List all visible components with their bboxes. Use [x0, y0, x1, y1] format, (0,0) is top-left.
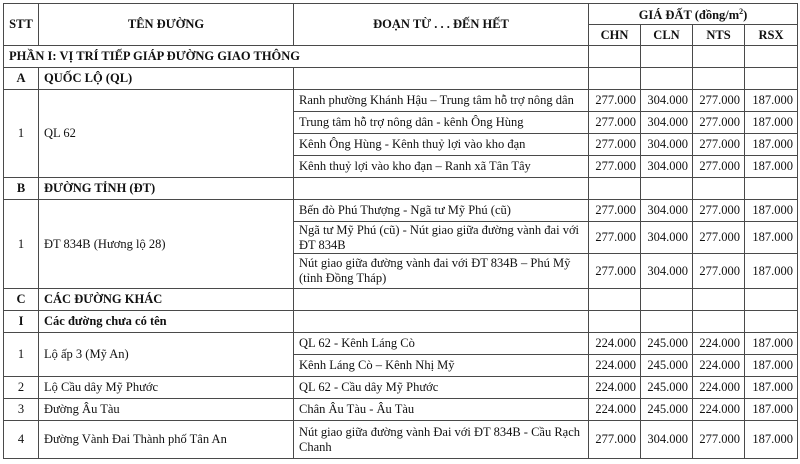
- header-stt: STT: [4, 4, 39, 46]
- empty-cell: [294, 311, 589, 333]
- segment: QL 62 - Kênh Láng Cò: [294, 333, 589, 355]
- price-nts: 277.000: [693, 134, 745, 156]
- header-gia-dat-label: GIÁ ĐẤT (đồng/m: [638, 8, 740, 23]
- road-name: Lộ ấp 3 (Mỹ An): [39, 333, 294, 377]
- empty-cell: [693, 289, 745, 311]
- table-row: [4, 377, 798, 399]
- road-stt: 2: [4, 377, 39, 399]
- header-rsx: RSX: [745, 25, 798, 46]
- section-row: [4, 178, 798, 200]
- segment: Kênh Láng Cò – Kênh Nhị Mỹ: [294, 355, 589, 377]
- road-stt: 1: [4, 90, 39, 178]
- road-stt: 1: [4, 333, 39, 377]
- road-name: QL 62: [39, 90, 294, 178]
- road-name: Đường Vành Đai Thành phố Tân An: [39, 421, 294, 459]
- empty-cell: [641, 68, 693, 90]
- price-cln: 245.000: [641, 333, 693, 355]
- price-rsx: 187.000: [745, 399, 798, 421]
- road-stt: 3: [4, 399, 39, 421]
- price-rsx: 187.000: [745, 254, 798, 289]
- section-row: [4, 289, 798, 311]
- price-rsx: 187.000: [745, 377, 798, 399]
- empty-cell: [589, 68, 641, 90]
- price-cln: 304.000: [641, 254, 693, 289]
- road-stt: 4: [4, 421, 39, 459]
- price-chn: 277.000: [589, 222, 641, 254]
- section-stt: A: [4, 68, 39, 90]
- price-chn: 277.000: [589, 112, 641, 134]
- segment: Kênh Ông Hùng - Kênh thuỷ lợi vào kho đạn: [294, 134, 589, 156]
- subsection-row: [4, 311, 798, 333]
- part-row: [4, 46, 798, 68]
- price-cln: 304.000: [641, 156, 693, 178]
- empty-cell: [693, 178, 745, 200]
- price-nts: 277.000: [693, 90, 745, 112]
- section-title: QUỐC LỘ (QL): [39, 68, 294, 90]
- header-gia-dat: [589, 4, 798, 25]
- price-nts: 224.000: [693, 377, 745, 399]
- price-rsx: 187.000: [745, 90, 798, 112]
- header-chn: CHN: [589, 25, 641, 46]
- price-cln: 304.000: [641, 134, 693, 156]
- land-price-table: [3, 3, 798, 459]
- subsection-stt: I: [4, 311, 39, 333]
- subsection-title: Các đường chưa có tên: [39, 311, 294, 333]
- price-nts: 224.000: [693, 355, 745, 377]
- segment: Ranh phường Khánh Hậu – Trung tâm hỗ trợ nông dân: [294, 90, 589, 112]
- empty-cell: [693, 46, 745, 68]
- table-row: [4, 333, 798, 355]
- price-cln: 304.000: [641, 90, 693, 112]
- header-gia-dat-close: ): [743, 8, 748, 23]
- road-name: Đường Âu Tàu: [39, 399, 294, 421]
- segment: Trung tâm hỗ trợ nông dân - kênh Ông Hùng: [294, 112, 589, 134]
- table-row: [4, 399, 798, 421]
- segment: QL 62 - Cầu dây Mỹ Phước: [294, 377, 589, 399]
- price-nts: 277.000: [693, 222, 745, 254]
- road-name: Lộ Cầu dây Mỹ Phước: [39, 377, 294, 399]
- price-rsx: 187.000: [745, 200, 798, 222]
- price-chn: 277.000: [589, 134, 641, 156]
- segment: Nút giao giữa đường vành Đai với ĐT 834B - Cầu Rạch Chanh: [294, 421, 589, 459]
- segment: Nút giao giữa đường vành đai với ĐT 834B – Phú Mỹ (tỉnh Đồng Tháp): [294, 254, 589, 289]
- header-gia-dat-sup: 2: [739, 7, 744, 17]
- road-stt: 1: [4, 200, 39, 289]
- price-cln: 245.000: [641, 399, 693, 421]
- empty-cell: [693, 311, 745, 333]
- section-title: CÁC ĐƯỜNG KHÁC: [39, 289, 294, 311]
- section-title: ĐƯỜNG TỈNH (ĐT): [39, 178, 294, 200]
- empty-cell: [641, 311, 693, 333]
- price-chn: 224.000: [589, 333, 641, 355]
- segment: Chân Âu Tàu - Âu Tàu: [294, 399, 589, 421]
- empty-cell: [589, 46, 641, 68]
- price-chn: 224.000: [589, 399, 641, 421]
- price-chn: 277.000: [589, 421, 641, 459]
- empty-cell: [745, 68, 798, 90]
- price-cln: 245.000: [641, 377, 693, 399]
- price-chn: 277.000: [589, 90, 641, 112]
- price-nts: 277.000: [693, 200, 745, 222]
- empty-cell: [745, 46, 798, 68]
- road-name: ĐT 834B (Hương lộ 28): [39, 200, 294, 289]
- empty-cell: [589, 311, 641, 333]
- price-nts: 277.000: [693, 421, 745, 459]
- empty-cell: [641, 178, 693, 200]
- section-stt: C: [4, 289, 39, 311]
- table-row: [4, 421, 798, 459]
- price-chn: 277.000: [589, 254, 641, 289]
- header-ten-duong: TÊN ĐƯỜNG: [39, 4, 294, 46]
- price-chn: 224.000: [589, 355, 641, 377]
- price-nts: 277.000: [693, 112, 745, 134]
- empty-cell: [294, 178, 589, 200]
- section-row: [4, 68, 798, 90]
- header-doan: ĐOẠN TỪ . . . ĐẾN HẾT: [294, 4, 589, 46]
- empty-cell: [693, 68, 745, 90]
- empty-cell: [745, 311, 798, 333]
- price-chn: 277.000: [589, 156, 641, 178]
- price-cln: 304.000: [641, 421, 693, 459]
- price-rsx: 187.000: [745, 222, 798, 254]
- segment: Ngã tư Mỹ Phú (cũ) - Nút giao giữa đường vành đai với ĐT 834B: [294, 222, 589, 254]
- empty-cell: [589, 178, 641, 200]
- empty-cell: [745, 178, 798, 200]
- table-row: [4, 90, 798, 112]
- empty-cell: [294, 68, 589, 90]
- price-chn: 277.000: [589, 200, 641, 222]
- section-stt: B: [4, 178, 39, 200]
- price-rsx: 187.000: [745, 134, 798, 156]
- header-nts: NTS: [693, 25, 745, 46]
- empty-cell: [589, 289, 641, 311]
- price-cln: 304.000: [641, 200, 693, 222]
- empty-cell: [745, 289, 798, 311]
- part-label: PHẦN I: VỊ TRÍ TIẾP GIÁP ĐƯỜNG GIAO THÔNG: [4, 46, 589, 68]
- price-cln: 245.000: [641, 355, 693, 377]
- price-nts: 277.000: [693, 156, 745, 178]
- empty-cell: [641, 289, 693, 311]
- price-rsx: 187.000: [745, 156, 798, 178]
- table-row: [4, 200, 798, 222]
- price-chn: 224.000: [589, 377, 641, 399]
- empty-cell: [294, 289, 589, 311]
- segment: Kênh thuỷ lợi vào kho đạn – Ranh xã Tân Tây: [294, 156, 589, 178]
- price-cln: 304.000: [641, 112, 693, 134]
- price-nts: 277.000: [693, 254, 745, 289]
- price-cln: 304.000: [641, 222, 693, 254]
- price-rsx: 187.000: [745, 355, 798, 377]
- empty-cell: [641, 46, 693, 68]
- header-cln: CLN: [641, 25, 693, 46]
- price-nts: 224.000: [693, 333, 745, 355]
- price-rsx: 187.000: [745, 112, 798, 134]
- price-rsx: 187.000: [745, 333, 798, 355]
- segment: Bến đò Phú Thượng - Ngã tư Mỹ Phú (cũ): [294, 200, 589, 222]
- price-rsx: 187.000: [745, 421, 798, 459]
- price-nts: 224.000: [693, 399, 745, 421]
